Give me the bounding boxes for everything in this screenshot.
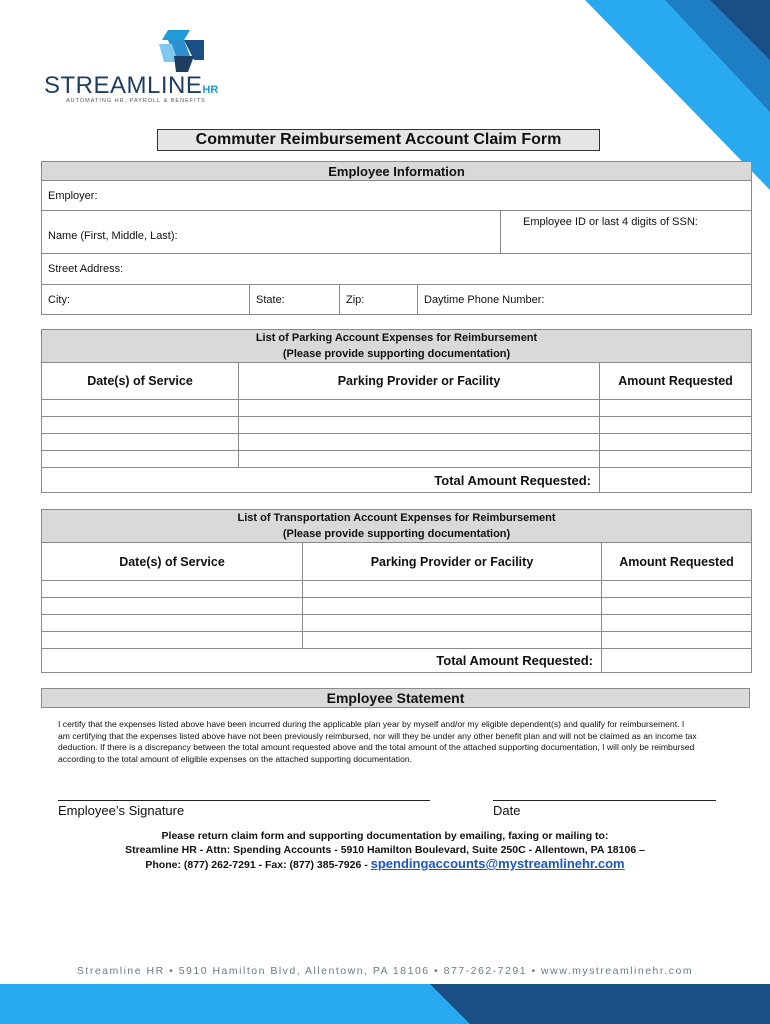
logo-hr: HR — [202, 84, 219, 96]
return-line-2: Streamline HR - Attn: Spending Accounts - 5910 Hamilton Boulevard, Suite 250C - Allentown, PA 18106 – — [125, 844, 645, 856]
parking-amount-cell[interactable] — [600, 451, 752, 468]
transport-col-amount: Amount Requested — [602, 543, 752, 581]
parking-heading-line1: List of Parking Account Expenses for Reimbursement — [255, 332, 538, 344]
transport-heading — [42, 510, 752, 543]
transport-provider-cell[interactable] — [303, 598, 602, 615]
return-line-1: Please return claim form and supporting documentation by emailing, faxing or mailing to: — [161, 830, 609, 842]
transport-total-label: Total Amount Requested: — [42, 649, 602, 673]
signature-label: Employee’s Signature — [58, 803, 185, 818]
transport-amount-cell[interactable] — [602, 598, 752, 615]
table-row — [42, 451, 752, 468]
return-line-3: Phone: (877) 262-7291 - Fax: (877) 385-7926 - — [145, 859, 371, 871]
transport-col-dates: Date(s) of Service — [42, 543, 303, 581]
table-row — [42, 598, 752, 615]
email-link[interactable]: spendingaccounts@mystreamlinehr.com — [370, 856, 625, 871]
parking-date-cell[interactable] — [42, 400, 239, 417]
parking-date-cell[interactable] — [42, 417, 239, 434]
parking-heading — [42, 330, 752, 363]
transport-provider-cell[interactable] — [303, 632, 602, 649]
bottom-decoration — [0, 984, 770, 1024]
transport-amount-cell[interactable] — [602, 581, 752, 598]
transport-expenses-table — [41, 509, 752, 673]
transport-date-cell[interactable] — [42, 598, 303, 615]
table-row — [42, 632, 752, 649]
table-row — [42, 581, 752, 598]
parking-col-dates: Date(s) of Service — [42, 363, 239, 400]
parking-provider-cell[interactable] — [239, 400, 600, 417]
footer-address: Streamline HR • 5910 Hamilton Blvd, Allentown, PA 18106 • 877-262-7291 • www.mystreamlinehr.com — [76, 965, 694, 977]
zip-field[interactable]: Zip: — [340, 285, 418, 315]
city-field[interactable]: City: — [42, 285, 250, 315]
employer-field[interactable]: Employer: — [42, 181, 752, 211]
parking-date-cell[interactable] — [42, 434, 239, 451]
parking-amount-cell[interactable] — [600, 417, 752, 434]
transport-amount-cell[interactable] — [602, 632, 752, 649]
statement-text: I certify that the expenses listed above have been incurred during the applicable plan year by myself and/or my eligible dependent(s) and qualify for reimbursement. I am certifying that the expenses listed above have not been previously reimbursed, nor will they be under any other benefit plan and will not be claimed as an income tax deduction. If there is a discrepancy between the total amount requested above and the total amount of the attached supporting documentation, I will only be reimbursed according to the total amount of eligible expenses on the attached supporting documentation. — [58, 719, 697, 764]
parking-amount-cell[interactable] — [600, 400, 752, 417]
table-row — [42, 615, 752, 632]
transport-date-cell[interactable] — [42, 615, 303, 632]
transport-provider-cell[interactable] — [303, 581, 602, 598]
transport-heading-line2: (Please provide supporting documentation) — [282, 528, 511, 540]
employee-id-field[interactable]: Employee ID or last 4 digits of SSN: — [501, 211, 752, 254]
signature-line[interactable] — [58, 800, 430, 801]
transport-amount-cell[interactable] — [602, 615, 752, 632]
transport-date-cell[interactable] — [42, 632, 303, 649]
parking-provider-cell[interactable] — [239, 434, 600, 451]
form-title: Commuter Reimbursement Account Claim Form — [157, 129, 600, 151]
table-row — [42, 434, 752, 451]
date-line[interactable] — [493, 800, 716, 801]
parking-total-label: Total Amount Requested: — [42, 468, 600, 493]
return-instructions — [40, 829, 730, 872]
logo-mark-icon — [154, 30, 204, 72]
parking-heading-line2: (Please provide supporting documentation) — [282, 348, 511, 360]
logo-wordmark: STREAMLINE — [44, 72, 203, 99]
street-address-field[interactable]: Street Address: — [42, 254, 752, 285]
table-row — [42, 417, 752, 434]
parking-amount-cell[interactable] — [600, 434, 752, 451]
employee-info-table — [41, 161, 752, 315]
transport-col-provider: Parking Provider or Facility — [303, 543, 602, 581]
parking-provider-cell[interactable] — [239, 417, 600, 434]
phone-field[interactable]: Daytime Phone Number: — [418, 285, 752, 315]
table-row — [42, 400, 752, 417]
parking-expenses-table — [41, 329, 752, 493]
transport-provider-cell[interactable] — [303, 615, 602, 632]
statement-heading: Employee Statement — [41, 688, 750, 708]
parking-provider-cell[interactable] — [239, 451, 600, 468]
transport-date-cell[interactable] — [42, 581, 303, 598]
company-logo — [44, 30, 244, 110]
parking-col-amount: Amount Requested — [600, 363, 752, 400]
name-field[interactable]: Name (First, Middle, Last): — [42, 211, 501, 254]
parking-col-provider: Parking Provider or Facility — [239, 363, 600, 400]
parking-date-cell[interactable] — [42, 451, 239, 468]
logo-tagline: AUTOMATING HR, PAYROLL & BENEFITS — [66, 98, 206, 104]
parking-total-amount[interactable] — [600, 468, 752, 493]
date-label: Date — [493, 803, 521, 818]
employee-info-heading: Employee Information — [42, 162, 752, 181]
state-field[interactable]: State: — [250, 285, 340, 315]
transport-total-amount[interactable] — [602, 649, 752, 673]
transport-heading-line1: List of Transportation Account Expenses for Reimbursement — [237, 512, 556, 524]
